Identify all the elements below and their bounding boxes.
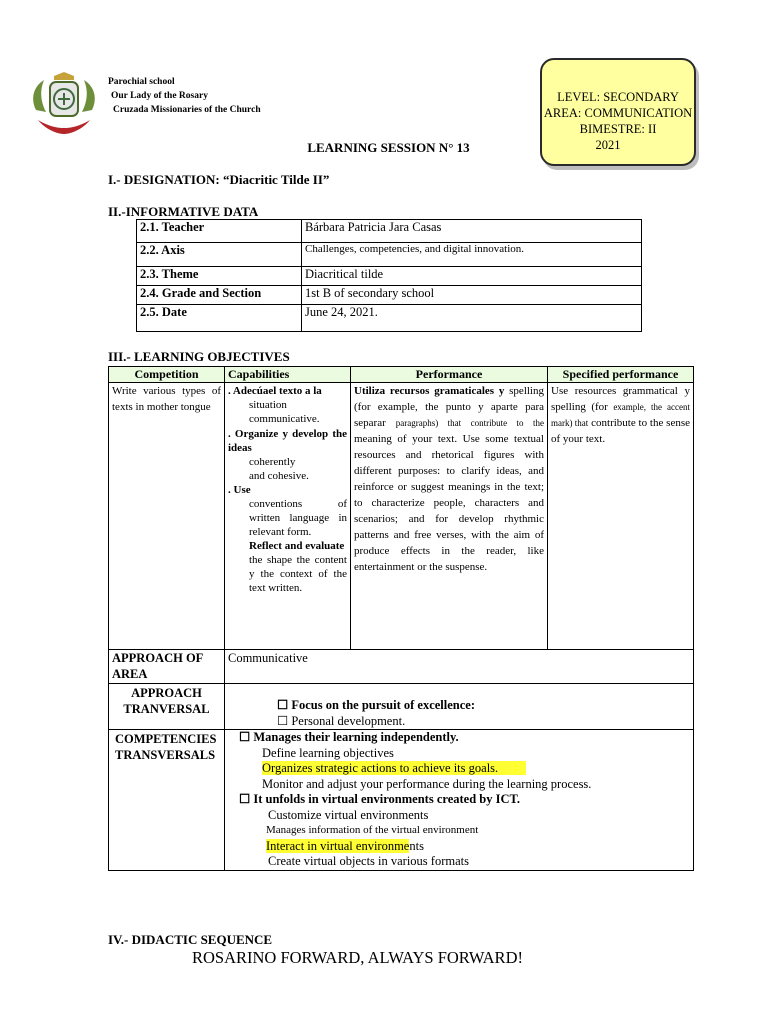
specified-text-small: example, the accent mark) that xyxy=(551,402,690,428)
date-value: June 24, 2021. xyxy=(302,305,642,332)
col-specified: Specified performance xyxy=(548,367,694,383)
school-line-1: Parochial school xyxy=(108,77,175,87)
table-row xyxy=(137,243,642,267)
year-text: 2021 xyxy=(595,138,621,152)
box-icon: ☐ xyxy=(277,698,292,712)
comp2-item-3-end: nts xyxy=(409,838,424,853)
competencies-list xyxy=(225,730,694,871)
bimester-text: BIMESTRE: II xyxy=(579,122,657,136)
approach-area-label: APPROACH OF AREA xyxy=(109,650,225,684)
teacher-value: Bárbara Patricia Jara Casas xyxy=(302,220,642,243)
table-row xyxy=(137,305,642,332)
capabilities-cell xyxy=(225,383,351,650)
col-performance: Performance xyxy=(351,367,548,383)
box-icon: ☐ xyxy=(239,730,254,744)
teacher-label: 2.1. Teacher xyxy=(137,220,302,243)
col-competition: Competition xyxy=(109,367,225,383)
motto-footer: ROSARINO FORWARD, ALWAYS FORWARD! xyxy=(192,948,523,967)
grade-value: 1st B of secondary school xyxy=(302,286,642,305)
cap-4-text: the shape the content y the context of the text written. xyxy=(249,554,347,594)
comp2-item-4: Create virtual objects in various formats xyxy=(268,854,469,868)
comp2-title: It unfolds in virtual environments created by ICT. xyxy=(253,792,521,806)
performance-bold: Utiliza recursos gramaticales y xyxy=(354,385,505,397)
level-text: LEVEL: SECONDARY xyxy=(557,90,679,104)
theme-value: Diacritical tilde xyxy=(302,267,642,286)
approach-item-1: Focus on the pursuit of excellence: xyxy=(291,698,475,712)
table-row xyxy=(137,267,642,286)
objectives-heading: III.- LEARNING OBJECTIVES xyxy=(108,349,290,364)
school-line-2: Our Lady of the Rosary xyxy=(111,91,208,101)
table-row xyxy=(109,650,694,684)
cap-2-line-b: and cohesive. xyxy=(249,470,309,482)
competencies-label: COMPETENCIES TRANSVERSALS xyxy=(109,730,225,871)
approach-transversal-list xyxy=(225,684,694,730)
session-title: LEARNING SESSION N° 13 xyxy=(307,140,470,155)
informative-heading: II.-INFORMATIVE DATA xyxy=(108,204,259,219)
table-row xyxy=(137,286,642,305)
axis-label: 2.2. Axis xyxy=(137,243,302,267)
approach-item-2: Personal development. xyxy=(291,714,406,728)
theme-label: 2.3. Theme xyxy=(137,267,302,286)
school-line-3: Cruzada Missionaries of the Church xyxy=(113,105,261,115)
comp1-item-1: Define learning objectives xyxy=(262,745,394,760)
approach-area-value: Communicative xyxy=(225,650,694,684)
school-name-block xyxy=(108,75,261,117)
objectives-table xyxy=(108,366,694,871)
cap-4-lead: Reflect and evaluate xyxy=(249,540,345,552)
performance-text-b: meaning of your text. Use some textual resources and rhetorical figures with different purposes: to clarify ideas, and reinforce or suggest meanings in the text; to characterize people, characters and scenarios; and for develop rhythmic patterns and free verses, with the aim of produce effects in the reader, like entertainment or the suspense. xyxy=(354,433,544,573)
comp2-item-1: Customize virtual environments xyxy=(268,807,429,822)
informative-table xyxy=(136,219,642,332)
didactic-heading: IV.- DIDACTIC SEQUENCE xyxy=(108,932,273,947)
date-label: 2.5. Date xyxy=(137,305,302,332)
approach-transversal-label: APPROACH TRANVERSAL xyxy=(109,684,225,730)
designation-heading: I.- DESIGNATION: “Diacritic Tilde II” xyxy=(108,172,330,187)
comp1-title: Manages their learning independently. xyxy=(253,730,459,744)
comp2-item-2: Manages information of the virtual environment xyxy=(266,824,479,836)
cap-1-line-b: communicative. xyxy=(249,413,320,425)
grade-label: 2.4. Grade and Section xyxy=(137,286,302,305)
cap-2-lead: . Organize y develop the ideas xyxy=(228,428,347,454)
cap-1-lead: . Adecúael texto a la xyxy=(228,385,322,397)
comp2-item-3-highlight: Interact in virtual environme xyxy=(266,838,410,853)
comp1-item-2-highlight: Organizes strategic actions to achieve its goals. xyxy=(262,761,526,775)
competition-cell: Write various types of texts in mother tongue xyxy=(109,383,225,650)
table-row xyxy=(109,383,694,650)
cap-2-line-a: coherently xyxy=(249,456,296,468)
school-crest-logo xyxy=(28,72,100,138)
comp1-item-3: Monitor and adjust your performance during the learning process. xyxy=(262,776,592,791)
performance-cell xyxy=(351,383,548,650)
table-header-row xyxy=(109,367,694,383)
table-row xyxy=(137,220,642,243)
cap-3-text: conventions of written language in relevant form. xyxy=(249,498,347,538)
box-icon: ☐ xyxy=(277,714,292,728)
specified-cell xyxy=(548,383,694,650)
col-capabilities: Capabilities xyxy=(225,367,351,383)
box-icon: ☐ xyxy=(239,792,254,806)
specified-text-a: Use resources grammatical y spelling (for xyxy=(551,385,690,413)
table-row xyxy=(109,684,694,730)
specified-text-b: contribute to the sense of your text. xyxy=(551,417,691,445)
area-text: AREA: COMMUNICATION xyxy=(543,106,693,120)
cap-3-lead: . Use xyxy=(228,484,251,496)
axis-value: Challenges, competencies, and digital innovation. xyxy=(302,243,642,267)
table-row xyxy=(109,730,694,871)
cap-1-line-a: situation xyxy=(249,399,287,411)
performance-text-a: spelling (for example, the punto y aparte para separar xyxy=(354,385,544,429)
performance-text-small: paragraphs) that contribute to the xyxy=(395,418,544,428)
